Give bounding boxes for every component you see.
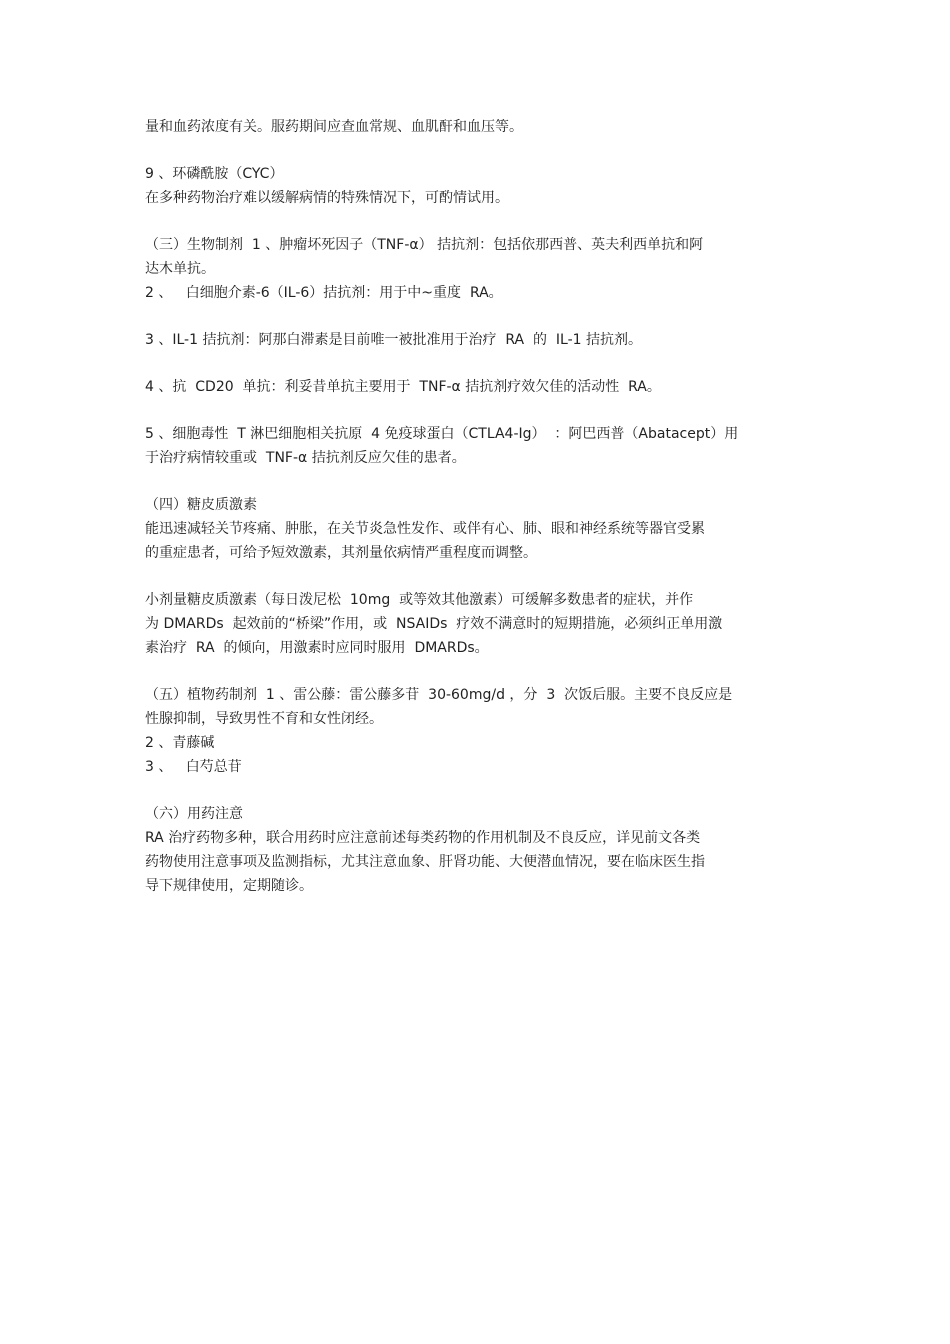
paragraph-gap xyxy=(145,210,809,233)
text-line: 4 、抗 CD20 单抗：利妥昔单抗主要用于 TNF-α 拮抗剂疗效欠佳的活动性 RA。 xyxy=(145,379,661,395)
section-heading-cyc: 9 、环磷酰胺（CYC） xyxy=(145,166,284,182)
paragraph-gap xyxy=(145,305,809,328)
text-line: 于治疗病情较重或 TNF-α 拮抗剂反应欠佳的患者。 xyxy=(145,450,466,466)
text-line: 小剂量糖皮质激素（每日泼尼松 10mg 或等效其他激素）可缓解多数患者的症状，并作 xyxy=(145,592,694,608)
paragraph-gap xyxy=(145,565,809,588)
paragraph-gap xyxy=(145,139,809,162)
section-heading-biologics: （三）生物制剂 1 、肿瘤坏死因子（TNF-α） 拮抗剂：包括依那西普、英夫利西单抗和阿 xyxy=(145,237,704,253)
section-heading-precautions: （六）用药注意 xyxy=(145,806,243,822)
paragraph-gap xyxy=(145,470,809,493)
text-line: 在多种药物治疗难以缓解病情的特殊情况下，可酌情试用。 xyxy=(145,190,509,206)
text-line: 3 、 白芍总苷 xyxy=(145,759,242,775)
text-line: 为 DMARDs 起效前的“桥梁”作用，或 NSAIDs 疗效不满意时的短期措施，必须纠正单用激 xyxy=(145,616,723,632)
text-line: 2 、 白细胞介素-6（IL-6）拮抗剂：用于中~重度 RA。 xyxy=(145,285,503,301)
paragraph-gap xyxy=(145,352,809,375)
text-line: 达木单抗。 xyxy=(145,261,215,277)
paragraph-gap xyxy=(145,779,809,802)
text-line: 量和血药浓度有关。服药期间应查血常规、血肌酐和血压等。 xyxy=(145,119,523,135)
text-line: 能迅速减轻关节疼痛、肿胀，在关节炎急性发作、或伴有心、肺、眼和神经系统等器官受累 xyxy=(145,521,705,537)
paragraph-gap xyxy=(145,660,809,683)
section-heading-botanicals: （五）植物药制剂 1 、雷公藤：雷公藤多苷 30-60mg/d ，分 3 次饭后服。主要不良反应是 xyxy=(145,687,733,703)
text-line: 2 、青藤碱 xyxy=(145,735,215,751)
text-line: 素治疗 RA 的倾向，用激素时应同时服用 DMARDs。 xyxy=(145,640,489,656)
text-line: 5 、细胞毒性 T 淋巴细胞相关抗原 4 免疫球蛋白（CTLA4-Ig） ：阿巴西普（Abatacept）用 xyxy=(145,426,739,442)
text-line: 导下规律使用，定期随诊。 xyxy=(145,878,313,894)
section-heading-glucocorticoids: （四）糖皮质激素 xyxy=(145,497,257,513)
text-line: RA 治疗药物多种，联合用药时应注意前述每类药物的作用机制及不良反应，详见前文各类 xyxy=(145,830,701,846)
paragraph-gap xyxy=(145,399,809,422)
document-body xyxy=(145,115,809,898)
text-line: 性腺抑制，导致男性不育和女性闭经。 xyxy=(145,711,383,727)
text-line: 3 、IL-1 拮抗剂：阿那白滞素是目前唯一被批准用于治疗 RA 的 IL-1 拮抗剂。 xyxy=(145,332,642,348)
text-line: 药物使用注意事项及监测指标，尤其注意血象、肝肾功能、大便潜血情况，要在临床医生指 xyxy=(145,854,705,870)
text-line: 的重症患者，可给予短效激素，其剂量依病情严重程度而调整。 xyxy=(145,545,537,561)
